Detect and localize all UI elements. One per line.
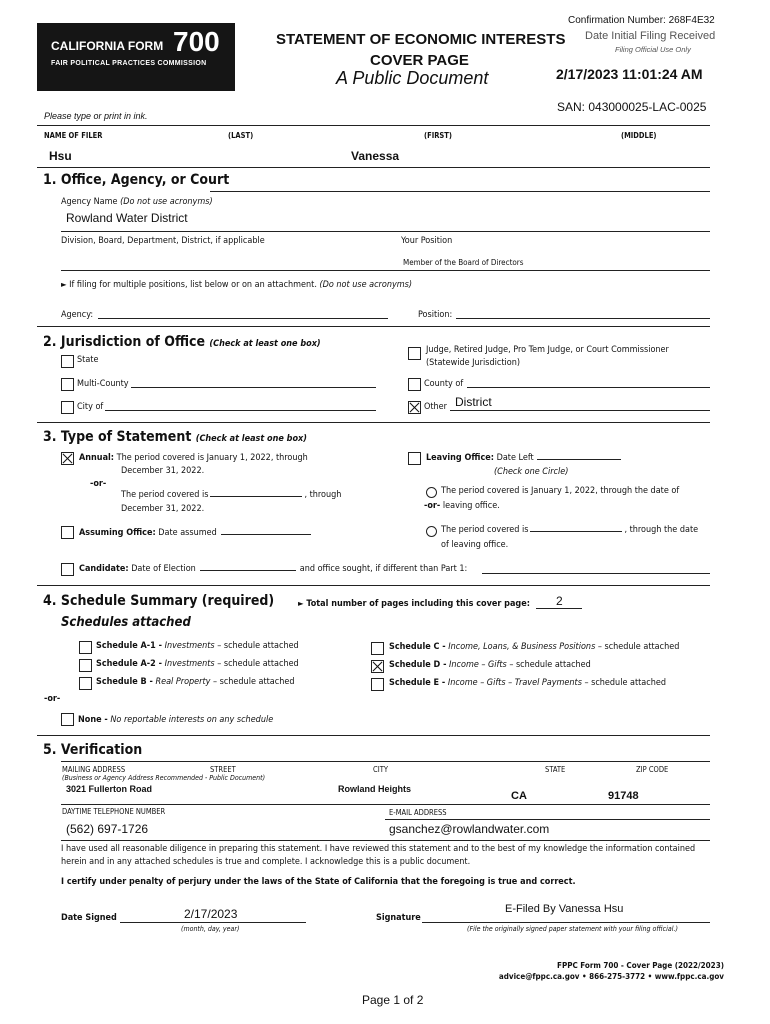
- schedule-or: -or-: [44, 694, 61, 704]
- signature-hint: (File the originally signed paper statement with your filing official.): [467, 925, 678, 933]
- multi-county-label: Multi-County: [77, 379, 129, 389]
- address-note: (Business or Agency Address Recommended - Public Document): [62, 774, 266, 782]
- schedule-a1-checkbox[interactable]: [79, 641, 92, 654]
- schedule-e-checkbox[interactable]: [371, 678, 384, 691]
- schedule-b-checkbox[interactable]: [79, 677, 92, 690]
- form-title: STATEMENT OF ECONOMIC INTERESTS: [276, 31, 566, 48]
- certify-text: I certify under penalty of perjury under the laws of the State of California that the foregoing is true and correct.: [61, 877, 576, 887]
- annual-or: -or-: [90, 479, 107, 489]
- multiple-positions-note: ► If filing for multiple positions, list below or on an attachment. (Do not use acronyms): [61, 280, 413, 290]
- check-one-circle: (Check one Circle): [494, 467, 569, 477]
- position-field-line[interactable]: [456, 318, 710, 319]
- commission-name: FAIR POLITICAL PRACTICES COMMISSION: [51, 60, 207, 67]
- multi-county-checkbox[interactable]: [61, 378, 74, 391]
- signature-label: Signature: [376, 913, 421, 923]
- date-initial-filing: Date Initial Filing Received: [585, 30, 716, 42]
- zip-label: ZIP CODE: [636, 765, 669, 774]
- middle-label: (MIDDLE): [621, 131, 657, 140]
- confirmation-number: Confirmation Number: 268F4E32: [568, 15, 715, 26]
- total-pages-label: ► Total number of pages including this cover page:: [298, 599, 530, 609]
- leaving-or: -or-: [424, 501, 441, 511]
- leaving-option2-text: The period covered is , through the date: [441, 525, 699, 535]
- signature-value[interactable]: E-Filed By Vanessa Hsu: [505, 903, 624, 915]
- street-value[interactable]: 3021 Fullerton Road: [66, 784, 153, 794]
- section3-title: 3. Type of Statement (Check at least one box): [43, 429, 307, 445]
- position-field-label: Position:: [418, 310, 453, 320]
- assuming-office-text: Assuming Office: Date assumed: [79, 528, 311, 538]
- other-label: Other: [424, 402, 447, 412]
- division-label: Division, Board, Department, District, if applicable: [61, 236, 265, 246]
- san-number: SAN: 043000025-LAC-0025: [557, 100, 707, 114]
- footer-form-ref: FPPC Form 700 - Cover Page (2022/2023): [557, 961, 724, 970]
- phone-label: DAYTIME TELEPHONE NUMBER: [62, 807, 166, 816]
- annual-alt-text: The period covered is , through: [121, 490, 342, 500]
- leaving-option1-text-2: leaving office.: [442, 501, 500, 511]
- state-checkbox[interactable]: [61, 355, 74, 368]
- agency-name-value[interactable]: Rowland Water District: [66, 211, 188, 225]
- schedule-b-label: Schedule B - Real Property – schedule attached: [96, 677, 295, 687]
- form-subtitle: COVER PAGE: [370, 52, 469, 69]
- phone-value[interactable]: (562) 697-1726: [66, 822, 149, 836]
- leaving-option2-text-2: of leaving office.: [441, 540, 509, 550]
- state-label: State: [77, 355, 99, 365]
- date-hint: (month, day, year): [181, 925, 240, 933]
- state-label: STATE: [545, 765, 566, 774]
- street-label: STREET: [210, 765, 236, 774]
- mailing-address-label: MAILING ADDRESS: [62, 765, 126, 774]
- other-value[interactable]: District: [455, 395, 492, 409]
- schedule-a2-checkbox[interactable]: [79, 659, 92, 672]
- print-note: Please type or print in ink.: [44, 111, 148, 121]
- section1-title: 1. Office, Agency, or Court: [43, 172, 230, 188]
- name-of-filer-label: NAME OF FILER: [44, 131, 103, 140]
- last-label: (LAST): [228, 131, 254, 140]
- judge-sublabel: (Statewide Jurisdiction): [426, 358, 520, 368]
- total-pages-value[interactable]: 2: [556, 594, 563, 608]
- none-checkbox[interactable]: [61, 713, 74, 726]
- schedule-d-checkbox[interactable]: [371, 660, 384, 673]
- state-value[interactable]: CA: [511, 790, 527, 802]
- schedule-a1-label: Schedule A-1 - Investments – schedule attached: [96, 641, 299, 651]
- email-label: E-MAIL ADDRESS: [389, 808, 447, 817]
- city-value[interactable]: Rowland Heights: [338, 784, 412, 794]
- schedule-e-label: Schedule E - Income – Gifts – Travel Payments – schedule attached: [389, 678, 666, 688]
- candidate-text: Candidate: Date of Election and office sought, if different than Part 1:: [79, 564, 468, 574]
- position-value[interactable]: Member of the Board of Directors: [403, 258, 524, 267]
- judge-label: Judge, Retired Judge, Pro Tem Judge, or Court Commissioner: [426, 345, 669, 355]
- other-checkbox[interactable]: [408, 401, 421, 414]
- email-value[interactable]: gsanchez@rowlandwater.com: [389, 822, 550, 836]
- leaving-option1-text: The period covered is January 1, 2022, through the date of: [441, 486, 680, 496]
- schedules-attached-heading: Schedules attached: [61, 615, 191, 630]
- diligence-text-2: herein and in any attached schedules is true and complete. I acknowledge this is a public document.: [61, 857, 471, 867]
- agency-field-label: Agency:: [61, 310, 94, 320]
- first-label: (FIRST): [424, 131, 452, 140]
- section5-title: 5. Verification: [43, 742, 143, 758]
- leaving-option2-radio[interactable]: [426, 526, 437, 537]
- date-signed-label: Date Signed: [61, 913, 117, 923]
- section2-title: 2. Jurisdiction of Office (Check at least one box): [43, 334, 321, 350]
- city-of-label: City of: [77, 402, 104, 412]
- leaving-office-checkbox[interactable]: [408, 452, 421, 465]
- assuming-office-checkbox[interactable]: [61, 526, 74, 539]
- county-of-label: County of: [424, 379, 464, 389]
- filer-first-name[interactable]: Vanessa: [351, 149, 400, 163]
- zip-value[interactable]: 91748: [608, 790, 639, 802]
- public-document-label: A Public Document: [336, 68, 489, 88]
- city-checkbox[interactable]: [61, 401, 74, 414]
- county-line[interactable]: [467, 387, 710, 388]
- judge-checkbox[interactable]: [408, 347, 421, 360]
- official-use-label: Filing Official Use Only: [615, 45, 691, 54]
- candidate-checkbox[interactable]: [61, 563, 74, 576]
- none-label: None - No reportable interests on any schedule: [78, 715, 274, 725]
- agency-field-line[interactable]: [98, 318, 388, 319]
- your-position-label: Your Position: [401, 236, 453, 246]
- leaving-option1-radio[interactable]: [426, 487, 437, 498]
- annual-alt-text-2: December 31, 2022.: [121, 504, 205, 514]
- county-checkbox[interactable]: [408, 378, 421, 391]
- form-number: 700: [173, 26, 220, 57]
- diligence-text-1: I have used all reasonable diligence in preparing this statement. I have reviewed this statement and to the best of my knowledge the information contained: [61, 844, 696, 854]
- annual-text: Annual: The period covered is January 1, 2022, through: [79, 453, 308, 463]
- footer-contact: advice@fppc.ca.gov • 866-275-3772 • www.fppc.ca.gov: [498, 972, 724, 981]
- filer-last-name[interactable]: Hsu: [49, 149, 72, 163]
- agency-name-label: Agency Name (Do not use acronyms): [61, 197, 213, 207]
- section4-title: 4. Schedule Summary (required): [43, 593, 275, 609]
- date-signed-value[interactable]: 2/17/2023: [184, 907, 238, 921]
- page-number: Page 1 of 2: [362, 993, 424, 1007]
- city-label: CITY: [373, 765, 388, 774]
- multi-county-line[interactable]: [131, 387, 376, 388]
- form-logo-box: [37, 23, 235, 91]
- schedule-c-label: Schedule C - Income, Loans, & Business Positions – schedule attached: [389, 642, 680, 652]
- leaving-office-text: Leaving Office: Date Left: [426, 453, 621, 463]
- schedule-d-label: Schedule D - Income – Gifts – schedule attached: [389, 660, 591, 670]
- form-label: CALIFORNIA FORM: [51, 39, 164, 53]
- schedule-c-checkbox[interactable]: [371, 642, 384, 655]
- schedule-a2-label: Schedule A-2 - Investments – schedule attached: [96, 659, 299, 669]
- annual-text-2: December 31, 2022.: [121, 466, 205, 476]
- annual-checkbox[interactable]: [61, 452, 74, 465]
- filed-datetime: 2/17/2023 11:01:24 AM: [556, 66, 703, 82]
- candidate-office-line[interactable]: [482, 573, 710, 574]
- city-line[interactable]: [105, 410, 376, 411]
